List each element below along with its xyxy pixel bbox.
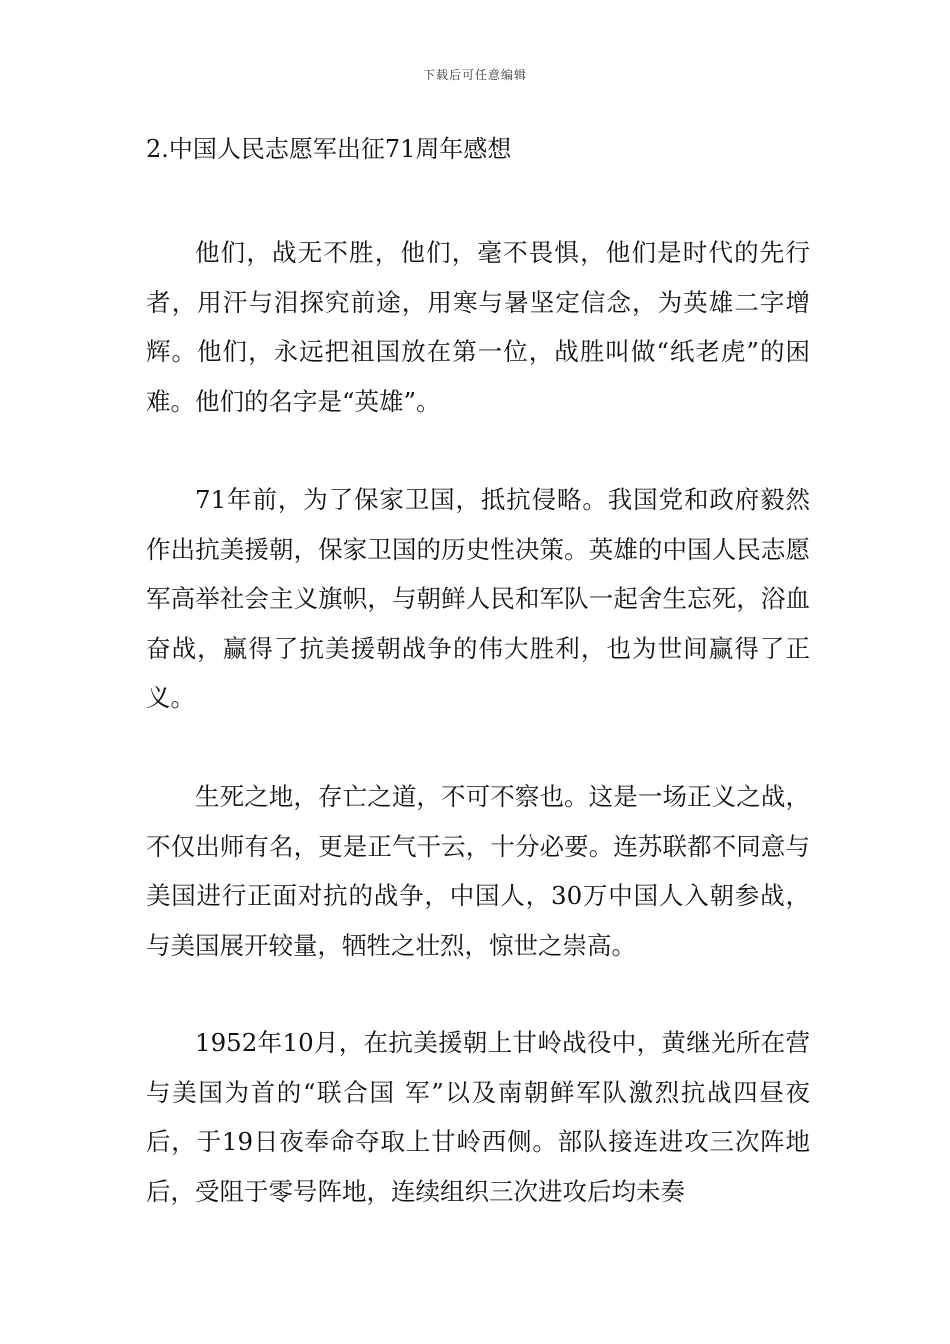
paragraph-1: 他们，战无不胜，他们，毫不畏惧，他们是时代的先行者，用汗与泪探究前途，用寒与暑坚定信念，为英雄二字增辉。他们，永远把祖国放在第一位，战胜叫做“纸老虎”的困难。他们的名字是“英雄”。 — [146, 238, 810, 416]
paragraph-2: 71年前，为了保家卫国，抵抗侵略。我国党和政府毅然作出抗美援朝，保家卫国的历史性决策。英雄的中国人民志愿军高举社会主义旗帜，与朝鲜人民和军队一起舍生忘死，浴血奋战，赢得了抗美援朝战争的伟大胜利，也为世间赢得了正义。 — [146, 485, 810, 712]
paragraph-3: 生死之地，存亡之道，不可不察也。这是一场正义之战，不仅出师有名，更是正气干云，十分必要。连苏联都不同意与美国进行正面对抗的战争，中国人，30万中国人入朝参战，与美国展开较量，牺牲之壮烈，惊世之崇高。 — [146, 782, 810, 960]
document-title: 2.中国人民志愿军出征71周年感想 — [146, 135, 512, 163]
page-header-note: 下载后可任意编辑 — [422, 68, 527, 82]
paragraph-4: 1952年10月，在抗美援朝上甘岭战役中，黄继光所在营与美国为首的“联合国 军”以及南朝鲜军队激烈抗战四昼夜后，于19日夜奉命夺取上甘岭西侧。部队接连进攻三次阵地后，受阻于零号阵地，连续组织三次进攻后均未奏 — [146, 1028, 810, 1206]
